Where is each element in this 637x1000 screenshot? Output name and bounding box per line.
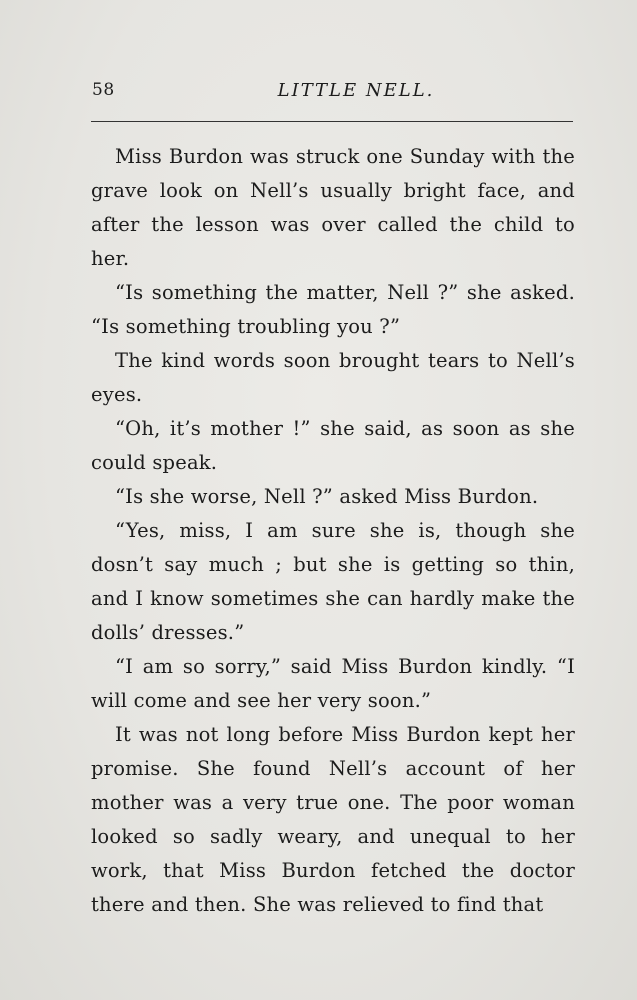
paragraph: “Yes, miss, I am sure she is, though she dosn’t say much ; but she is getting so thin, and I know sometimes she can hardly make the dolls’ dresses.” — [91, 519, 575, 644]
page-number: 58 — [92, 80, 115, 100]
page-header — [92, 80, 582, 106]
paragraph: The kind words soon brought tears to Nell’s eyes. — [91, 349, 575, 406]
paragraph: “Is she worse, Nell ?” asked Miss Burdon. — [115, 485, 539, 508]
header-rule — [91, 121, 573, 122]
running-title: LITTLE NELL. — [277, 80, 435, 101]
paragraph: “Oh, it’s mother !” she said, as soon as she could speak. — [91, 417, 575, 474]
body-text — [91, 140, 575, 922]
paragraph: Miss Burdon was struck one Sunday with the grave look on Nell’s usually bright face, and after the lesson was over called the child to her. — [91, 145, 575, 270]
paragraph: “Is something the matter, Nell ?” she asked. “Is something troubling you ?” — [91, 281, 575, 338]
paragraph: “I am so sorry,” said Miss Burdon kindly. “I will come and see her very soon.” — [91, 655, 575, 712]
paragraph: It was not long before Miss Burdon kept her promise. She found Nell’s account of her mother was a very true one. The poor woman looked so sadly weary, and unequal to her work, that Miss Burdon fetched the doctor there and then. She was relieved to find that — [91, 723, 575, 916]
